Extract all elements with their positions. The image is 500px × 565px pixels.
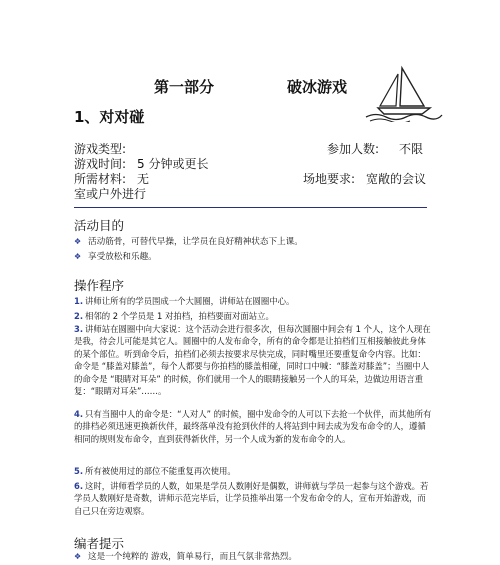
step-text: 这时，讲师看学员的人数，如果是学员人数刚好是偶数，讲师就与学员一起参与这个游戏。若学员人数刚好是奇数，讲师示范完毕后，让学员推举出第一个发布命令的人，宣布开始游戏，而自己只在旁边观察。	[74, 481, 429, 516]
purpose-heading: 活动目的	[74, 218, 125, 233]
participants-label: 参加人数:	[327, 142, 380, 156]
diamond-bullet-icon: ❖	[74, 252, 82, 261]
step-number: 3.	[74, 324, 84, 334]
procedure-step	[74, 480, 434, 517]
venue-value: 宽敞的会议	[366, 172, 427, 186]
notes-item: 这是一个纯粹的 游戏，简单易行，而且气氛非常热烈。	[88, 552, 297, 562]
step-text: 讲师让所有的学员围成一个大圆圈，讲师站在圆圈中心。	[85, 296, 295, 306]
step-number: 4.	[74, 409, 84, 419]
game-time-value: 5 分钟或更长	[137, 157, 209, 171]
step-number: 1.	[74, 296, 84, 306]
step-number: 2.	[74, 311, 84, 321]
game-time-label: 游戏时间:	[74, 157, 127, 171]
game-type-label: 游戏类型:	[74, 142, 127, 156]
purpose-item: 活动筋骨，可替代早操，让学员在良好精神状态下上课。	[88, 237, 303, 247]
list-item	[74, 551, 297, 563]
section-title: 1、对对碰	[74, 108, 145, 126]
list-item	[74, 236, 303, 248]
venue-label: 场地要求:	[303, 172, 356, 186]
procedure-step	[74, 465, 434, 477]
purpose-item: 享受放松和乐趣。	[88, 252, 157, 262]
divider	[74, 207, 427, 208]
venue-value-cont: 室或户外进行	[74, 187, 147, 201]
materials-value: 无	[137, 172, 150, 186]
step-number: 6.	[74, 481, 84, 491]
step-text: 只有当圈中人的命令是：“人对人” 的时候，圈中发命令的人可以下去抢一个伙伴，而其他所有的排档必须迅速更换新伙伴，最终落单没有抢到伙伴的人将站到中间去成为发布命令的人，遵循相同的规则发布命令，直到获得新伙伴，另一个人成为新的发布命令的人。	[74, 409, 432, 444]
part-name: 破冰游戏	[287, 78, 348, 96]
procedure-step	[74, 408, 434, 445]
step-text: 讲师站在圆圈中向大家说：这个活动会进行很多次，但每次圆圈中间会有 1 个人，这个人现在是我，待会儿可能是其它人。圆圈中的人发布命令，所有的命令都是让拍档们互相接触彼此身体的某个部位。听到命令后，拍档们必须去按要求尽快完成，同时嘴里还要重复命令内容。比如：命令是 “膝盖对膝盖”，每个人都要与你拍档的膝盖相碰，同时口中喊：“膝盖对膝盖”；当圈中人的命令是 “眼睛对耳朵” 的时候，你们就用一个人的眼睛接触另一个人的耳朵，边做边用语言重复：“眼睛对耳朵”……。	[74, 324, 431, 397]
diamond-bullet-icon: ❖	[74, 237, 82, 246]
materials-label: 所需材料:	[74, 172, 127, 186]
step-number: 5.	[74, 466, 84, 476]
step-text: 所有被使用过的部位不能重复再次使用。	[85, 466, 236, 476]
list-item	[74, 251, 157, 263]
diamond-bullet-icon: ❖	[74, 552, 82, 561]
participants-value: 不限	[399, 142, 424, 156]
procedure-step	[74, 310, 434, 322]
procedure-heading: 操作程序	[74, 278, 125, 293]
sailboat-icon	[364, 62, 444, 122]
procedure-step	[74, 323, 434, 397]
part-title: 第一部分	[154, 78, 215, 96]
step-text: 相邻的 2 个学员是 1 对拍档，拍档要面对面站立。	[85, 311, 274, 321]
notes-heading: 编者提示	[74, 536, 125, 551]
procedure-step	[74, 295, 434, 307]
